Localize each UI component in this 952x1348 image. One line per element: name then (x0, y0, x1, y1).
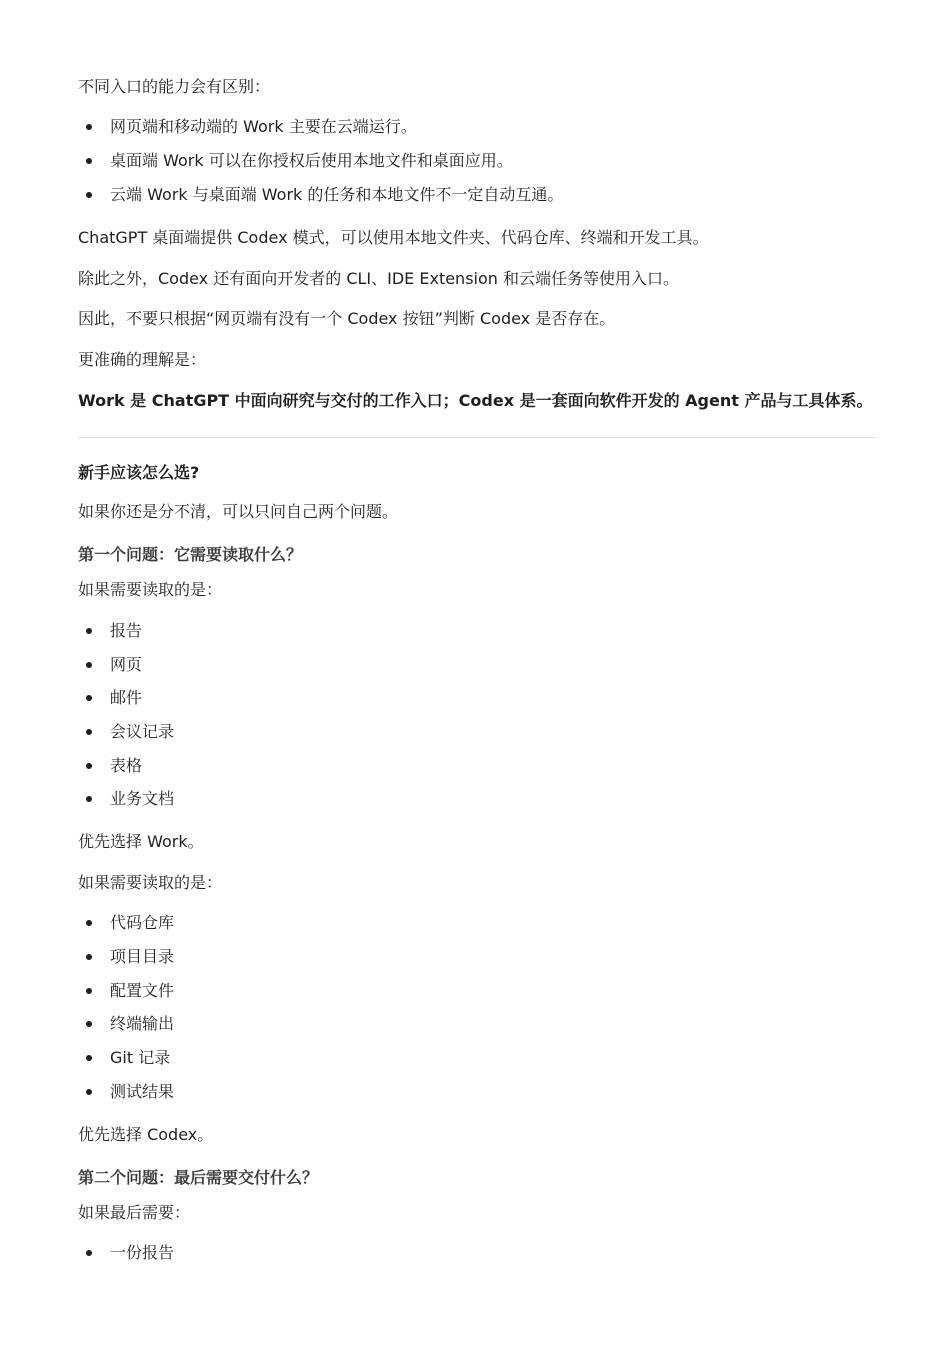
intro-text: 不同入口的能力会有区别： (78, 77, 271, 96)
bullet-icon (86, 124, 92, 130)
divider (78, 437, 876, 438)
bullet-icon (86, 954, 92, 960)
section-heading: 新手应该怎么选? (78, 463, 200, 482)
bullet-icon (86, 796, 92, 802)
bullet-icon (86, 1021, 92, 1027)
bullet-icon (86, 763, 92, 769)
summary-statement: Work 是 ChatGPT 中面向研究与交付的工作入口；Codex 是一套面向软件开发的 Agent 产品与工具体系。 (78, 391, 873, 410)
paragraph: 优先选择 Codex。 (78, 1125, 214, 1144)
paragraph: 如果需要读取的是： (78, 580, 223, 599)
bullet-icon (86, 695, 92, 701)
paragraph: 除此之外，Codex 还有面向开发者的 CLI、IDE Extension 和云端任务等使用入口。 (78, 269, 679, 288)
paragraph: 如果最后需要： (78, 1203, 191, 1222)
paragraph: 优先选择 Work。 (78, 832, 204, 851)
bullet-icon (86, 1089, 92, 1095)
bullet-icon (86, 158, 92, 164)
paragraph: 因此，不要只根据“网页端有没有一个 Codex 按钮”判断 Codex 是否存在。 (78, 309, 616, 328)
question-title: 第二个问题：最后需要交付什么？ (78, 1168, 319, 1187)
bullet-icon (86, 662, 92, 668)
paragraph: 如果需要读取的是： (78, 873, 223, 892)
bullet-icon (86, 192, 92, 198)
bullet-icon (86, 988, 92, 994)
bullet-icon (86, 920, 92, 926)
bullet-icon (86, 1055, 92, 1061)
bullet-icon (86, 1250, 92, 1256)
question-title: 第一个问题：它需要读取什么？ (78, 545, 303, 564)
bullet-icon (86, 729, 92, 735)
paragraph: 更准确的理解是： (78, 350, 207, 369)
paragraph: ChatGPT 桌面端提供 Codex 模式，可以使用本地文件夹、代码仓库、终端和开发工具。 (78, 228, 709, 247)
document-page: 不同入口的能力会有区别： 网页端和移动端的 Work 主要在云端运行。 桌面端 Work 可以在你授权后使用本地文件和桌面应用。 云端 Work 与桌面端 Work 的任务和本地文件不一定自动互通。 ChatGPT 桌面端提供 Codex 模式，可以使用本地文件夹、代码仓库、终端和开发工具。 除此之外，Codex 还有面向开发者的 CLI、IDE Extension 和云端任务等使用入口。 因此，不要只根据“网页端有没有一个 Codex 按钮”判断 Codex 是否存在。 更准确的理解是： Work 是 ChatGPT 中面向研究与交付的工作入口；Codex 是一套面向软件开发的 Agent 产品与工具体系。 新手应该怎么选? 如果你还是分不清，可以只问自己两个问题。 第一个问题：它需要读取什么？ 如果需要读取的是： 报告 网页 邮件 会议记录 表格 业务文档 优先选择 Work。 如果需要读取的是： 代码仓库 项目目录 配置文件 终端输出 Git 记录 测试结果 优先选择 Codex。 第二个问题：最后需要交付什么？ 如果最后需要： 一份报告 (0, 0, 952, 1348)
bullet-icon (86, 628, 92, 634)
paragraph: 如果你还是分不清，可以只问自己两个问题。 (78, 502, 399, 521)
